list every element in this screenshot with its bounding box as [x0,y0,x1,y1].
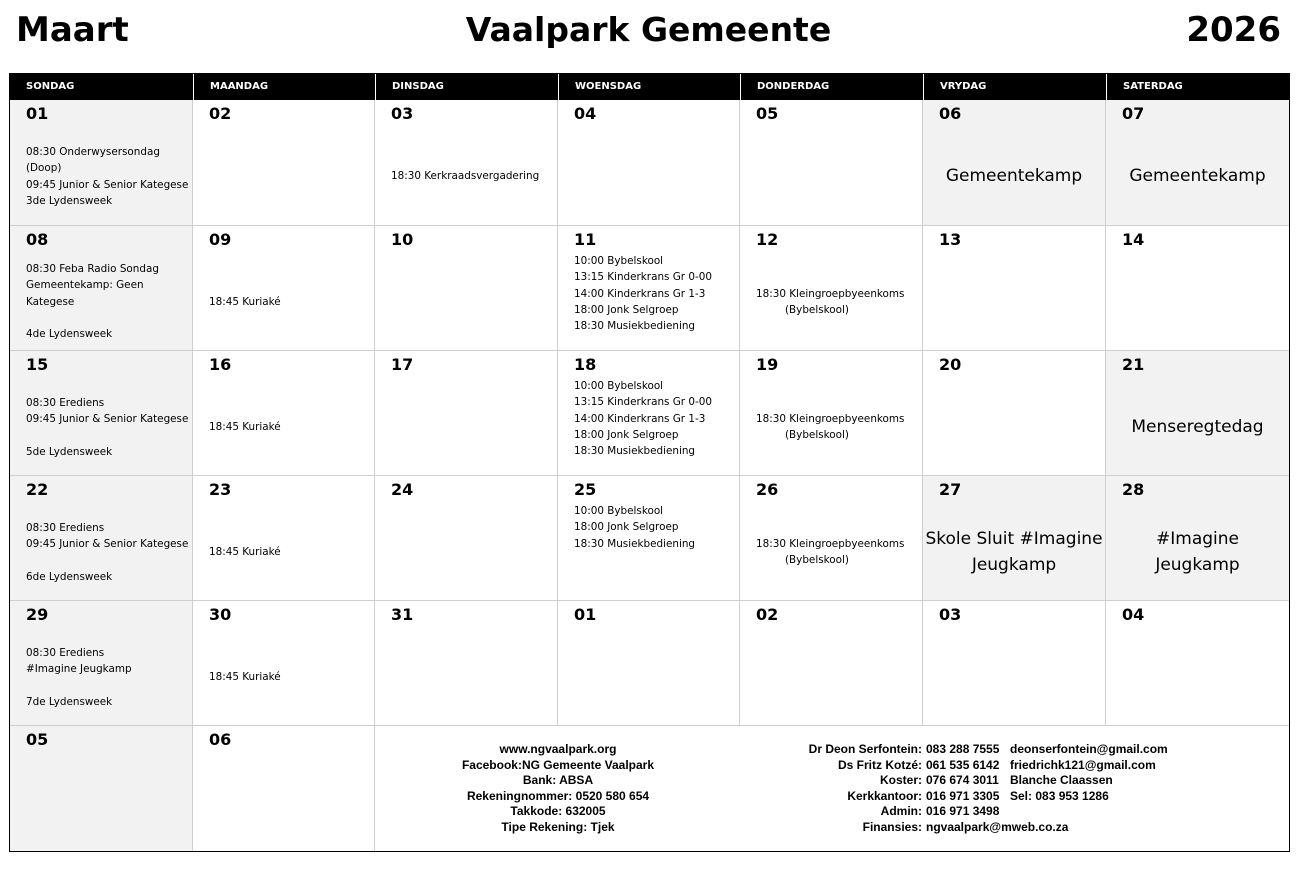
event-line: 10:00 Bybelskool [574,380,664,392]
event-highlight: Menseregtedag [1131,417,1264,437]
day-cell-28[interactable] [1106,476,1289,601]
event-line: 18:45 Kuriaké [209,421,281,433]
day-number: 17 [391,355,414,374]
day-number: 01 [574,605,597,624]
day-cell-27[interactable] [923,476,1106,601]
day-number: 03 [939,605,962,624]
weekday-sondag: SONDAG [26,81,75,92]
day-cell-next-04[interactable] [1106,601,1289,726]
day-number: 11 [574,230,597,249]
day-number: 14 [1122,230,1145,249]
event-line: 18:00 Jonk Selgroep [574,521,679,534]
event-line: 18:30 Kerkraadsvergadering [391,170,540,182]
day-number: 29 [26,605,49,624]
event-line: 09:45 Junior & Senior Kategese [26,178,189,191]
day-cell-07[interactable] [1106,100,1289,226]
event-list [26,395,190,460]
day-number: 26 [756,480,779,499]
event-list [574,503,737,552]
weekday-header-row [10,74,1289,100]
day-cell-23[interactable] [193,476,375,601]
weekday-woensdag: WOENSDAG [558,74,740,100]
contact-label: Admin: [880,804,922,818]
contact-cell: Sel: 083 953 1286 [1010,788,1109,803]
event-line: 09:45 Junior & Senior Kategese [26,538,189,551]
event-line: 18:45 Kuriaké [209,546,281,558]
event-highlight-line: Jeugkamp [971,555,1057,575]
month-title: Maart [16,10,129,50]
weekday-dinsdag: DINSDAG [375,74,558,100]
contact-name: Blanche Claassen [1010,773,1113,787]
day-cell-15[interactable] [10,351,193,476]
event-list [756,411,920,444]
event-list [756,536,920,569]
event-line: #Imagine Jeugkamp [26,663,132,676]
day-cell-next-03[interactable] [923,601,1106,726]
weekday-saterdag: SATERDAG [1106,74,1289,100]
day-number: 22 [26,480,49,499]
contact-phone: 083 288 7555 [926,742,1000,756]
year-title: 2026 [1186,10,1281,50]
day-number: 20 [939,355,962,374]
event-list [574,253,737,334]
event-line: 6de Lydensweek [26,570,113,583]
event-highlight: Gemeentekamp [1129,166,1266,186]
day-cell-24[interactable] [375,476,558,601]
day-number: 07 [1122,104,1145,123]
contact-phone: 016 971 3498 [926,804,1000,818]
event-list [209,294,372,310]
day-number: 05 [26,730,49,749]
contact-row [740,742,1290,758]
event-line: Gemeentekamp: Geen Kategese [26,279,144,308]
day-cell-08[interactable] [10,226,193,351]
day-cell-21[interactable] [1106,351,1289,476]
contact-row [740,773,1290,789]
contact-row [740,758,1290,774]
event-list [26,144,190,209]
account-number: Rekeningnommer: 0520 580 654 [466,788,650,803]
day-number: 31 [391,605,414,624]
contact-label: Koster: [879,773,922,787]
day-cell-09[interactable] [193,226,375,351]
day-cell-next-02[interactable] [740,601,923,726]
day-number: 27 [939,480,962,499]
facebook-info: Facebook:NG Gemeente Vaalpark [461,757,655,772]
day-cell-next-01[interactable] [558,601,740,726]
church-info [376,742,740,835]
event-line: 18:45 Kuriaké [209,671,281,683]
day-cell-14[interactable] [1106,226,1289,351]
day-number: 05 [756,104,779,123]
event-line: 3de Lydensweek [26,194,113,207]
day-number: 02 [209,104,232,123]
day-cell-13[interactable] [923,226,1106,351]
event-line: 14:00 Kinderkrans Gr 1-3 [574,287,706,300]
event-line: 18:30 Musiekbediening [574,320,696,333]
contact-phone: 061 535 6142 [926,757,1000,772]
day-number: 15 [26,355,49,374]
weekday-vrydag: VRYDAG [923,74,1106,100]
event-line: 13:15 Kinderkrans Gr 0-00 [574,396,712,409]
day-number: 19 [756,355,779,374]
event-line: (Doop) [26,162,62,175]
event-list [26,645,190,710]
event-highlight-line: Skole Sluit #Imagine [925,529,1103,549]
day-cell-17[interactable] [375,351,558,476]
event-highlight [1106,526,1289,578]
event-line: 18:30 Musiekbediening [574,445,696,458]
day-number: 13 [939,230,962,249]
contact-phone: 016 971 3305 [926,788,1000,803]
contact-list [740,742,1290,835]
day-cell-29[interactable] [10,601,193,726]
event-highlight-line: #Imagine [1156,529,1239,549]
day-number: 12 [756,230,779,249]
day-number: 02 [756,605,779,624]
day-number: 16 [209,355,232,374]
day-cell-01[interactable] [10,100,193,226]
event-highlight-line: Jeugkamp [1155,555,1240,575]
day-number: 25 [574,480,597,499]
day-number: 08 [26,230,49,249]
event-line: 5de Lydensweek [26,445,113,458]
website-link[interactable]: www.ngvaalpark.org [499,742,617,756]
contact-phone: 076 674 3011 [926,773,999,787]
day-number: 30 [209,605,232,624]
event-line: 13:15 Kinderkrans Gr 0-00 [574,271,712,284]
day-cell-30[interactable] [193,601,375,726]
day-number: 21 [1122,355,1145,374]
weekday-maandag: MAANDAG [193,74,375,100]
event-list [574,378,737,459]
event-highlight [923,526,1105,578]
calendar-grid [9,73,1290,852]
weekday-donderdag: DONDERDAG [740,74,923,100]
event-list [26,520,190,585]
event-list [26,261,190,342]
event-list [391,168,555,184]
event-line: 18:00 Jonk Selgroep [574,303,679,316]
day-cell-11[interactable] [558,226,740,351]
event-line: 4de Lydensweek [26,327,113,340]
day-number: 01 [26,104,49,123]
day-cell-02[interactable] [193,100,375,226]
event-line: 18:30 Kleingroepbyeenkoms [756,538,905,550]
branch-code: Takkode: 632005 [510,804,606,818]
day-number: 04 [574,104,597,123]
event-line: 18:00 Jonk Selgroep [574,428,679,441]
bank-info: Bank: ABSA [522,773,594,787]
contact-email[interactable]: deonserfontein@gmail.com [1010,742,1168,756]
day-number: 18 [574,355,597,374]
day-number: 10 [391,230,414,249]
event-list [209,419,372,435]
event-line: 08:30 Feba Radio Sondag [26,263,159,275]
day-number: 06 [209,730,232,749]
event-line: (Bybelskool) [785,304,849,317]
event-line: 18:30 Kleingroepbyeenkoms [756,413,905,425]
event-line: 18:45 Kuriaké [209,296,281,308]
contact-label: Dr Deon Serfontein: [808,742,922,756]
contact-row [740,820,1290,836]
day-number: 04 [1122,605,1145,624]
event-line: (Bybelskool) [785,429,849,442]
day-number: 03 [391,104,414,123]
event-highlight: Gemeentekamp [945,166,1083,186]
event-line: 10:00 Bybelskool [574,255,664,267]
event-line: 14:00 Kinderkrans Gr 1-3 [574,412,706,425]
day-cell-25[interactable] [558,476,740,601]
event-line: 18:30 Kleingroepbyeenkoms [756,288,905,300]
day-cell-10[interactable] [375,226,558,351]
day-cell-04[interactable] [558,100,740,226]
day-cell-19[interactable] [740,351,923,476]
event-list [209,544,372,560]
day-cell-next-05[interactable] [10,726,193,851]
day-cell-20[interactable] [923,351,1106,476]
day-cell-12[interactable] [740,226,923,351]
event-list [756,286,920,319]
contact-row [740,789,1290,805]
account-type: Tipe Rekening: Tjek [501,819,615,834]
contact-label: Kerkkantoor: [847,788,922,803]
page-title: Vaalpark Gemeente [465,10,832,49]
event-line: 08:30 Erediens [26,647,105,659]
day-cell-16[interactable] [193,351,375,476]
day-cell-26[interactable] [740,476,923,601]
contact-label: Ds Fritz Kotzé: [838,757,922,772]
contact-email[interactable]: friedrichk121@gmail.com [1010,757,1156,772]
contact-label: Finansies: [862,819,922,834]
event-list [209,669,372,685]
event-line: 10:00 Bybelskool [574,505,664,517]
day-cell-22[interactable] [10,476,193,601]
event-line: (Bybelskool) [785,554,849,567]
day-number: 09 [209,230,232,249]
day-cell-next-06[interactable] [193,726,375,851]
event-line: 08:30 Erediens [26,397,105,409]
event-line: 09:45 Junior & Senior Kategese [26,413,189,426]
event-line: 08:30 Onderwysersondag [26,146,160,158]
event-line: 08:30 Erediens [26,522,105,534]
day-number: 23 [209,480,232,499]
contact-row [740,804,1290,820]
day-number: 06 [939,104,962,123]
day-cell-18[interactable] [558,351,740,476]
day-cell-31[interactable] [375,601,558,726]
contact-email[interactable]: ngvaalpark@mweb.co.za [926,819,1069,834]
day-cell-03[interactable] [375,100,558,226]
day-cell-06[interactable] [923,100,1106,226]
day-number: 24 [391,480,414,499]
event-line: 7de Lydensweek [26,695,113,708]
day-cell-05[interactable] [740,100,923,226]
event-line: 18:30 Musiekbediening [574,537,696,550]
day-number: 28 [1122,480,1145,499]
